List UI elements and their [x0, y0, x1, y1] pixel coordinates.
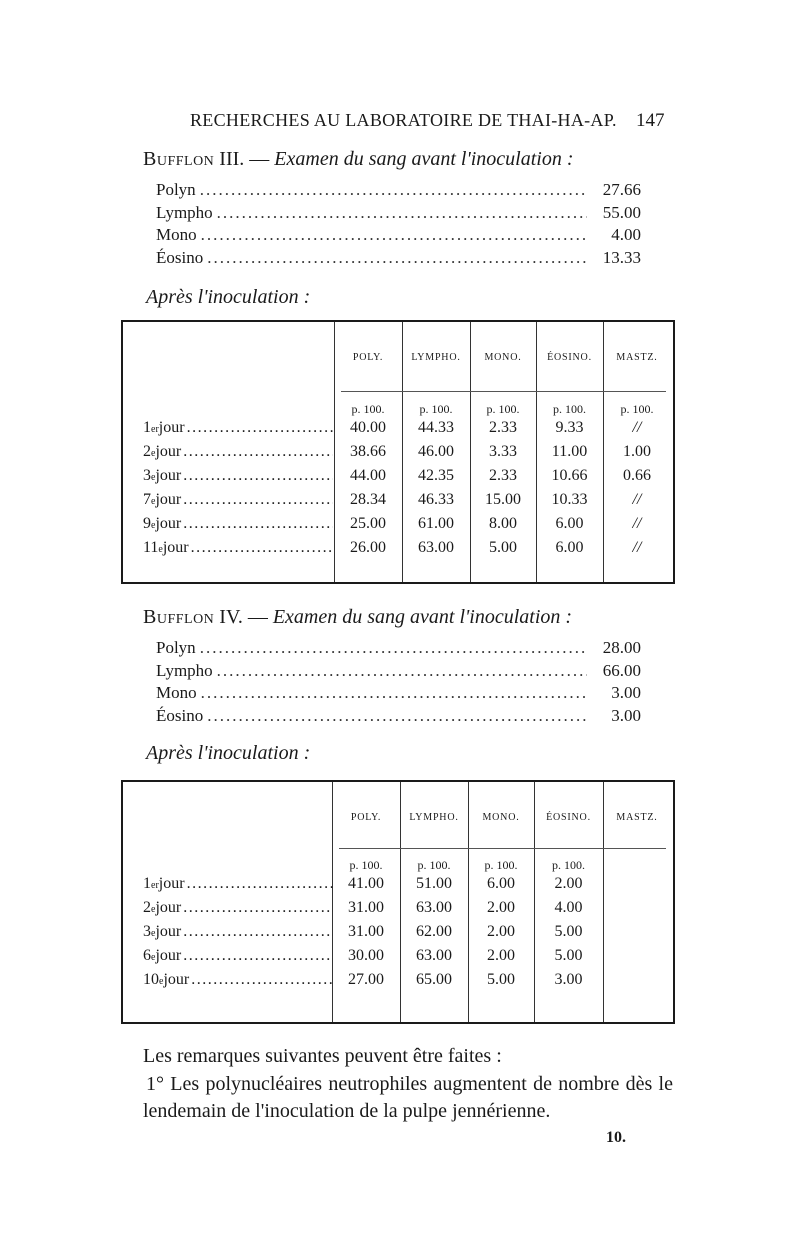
remarks-intro: Les remarques suivantes peuvent être faites :	[143, 1045, 502, 1067]
table-cell: 6.00	[555, 539, 584, 556]
table-cell: 10.66	[551, 467, 588, 484]
col-header-eosino: ÉOSINO.	[546, 812, 591, 823]
signature-mark: 10.	[606, 1129, 626, 1146]
exam-title: Examen du sang avant l'inoculation :	[274, 148, 574, 170]
pre-value: 27.66	[602, 180, 641, 199]
table-cell: 1.00	[623, 443, 651, 460]
pre-value: 3.00	[611, 705, 641, 725]
animal-name: Bufflon	[143, 148, 215, 170]
pre-value: 55.00	[602, 202, 641, 222]
table-cell: 44.00	[350, 467, 386, 484]
table-cell: 2.00	[487, 899, 515, 916]
page-number: 147	[636, 110, 665, 131]
col-header-eosino: ÉOSINO.	[547, 352, 592, 363]
apres-heading-4: Après l'inoculation :	[146, 742, 311, 764]
table-cell: 27.00	[348, 971, 384, 988]
em-dash: —	[249, 148, 270, 170]
row-label: 3 e jour .....	[143, 467, 333, 485]
pre-label: Mono	[156, 683, 197, 702]
table-cell: 15.00	[485, 491, 521, 508]
table-cell: 2.00	[487, 947, 515, 964]
pre-label: Éosino	[156, 247, 204, 267]
row-label: 2 e jour .....	[143, 899, 333, 917]
pre-value: 4.00	[611, 225, 641, 244]
exam-title: Examen du sang avant l'inoculation :	[272, 606, 573, 628]
table-cell: //	[632, 539, 642, 556]
pre-label: Polyn	[156, 180, 196, 199]
table-cell: 2.33	[489, 467, 517, 484]
pre-row	[156, 638, 641, 661]
col-header-mastz: MASTZ.	[616, 812, 658, 823]
table-cell: 3.00	[554, 971, 583, 988]
table-cell: 30.00	[348, 947, 384, 964]
table-cell: //	[632, 491, 642, 508]
table-cell: 28.34	[350, 491, 386, 508]
table-cell: 2.00	[554, 875, 583, 892]
table-cell: 41.00	[348, 875, 384, 892]
em-dash: —	[247, 606, 268, 628]
table-cell: 38.66	[350, 443, 386, 460]
table-cell: 8.00	[489, 515, 517, 532]
pre-value: 3.00	[611, 683, 641, 702]
pre-row	[156, 225, 641, 248]
table-cell: 46.33	[418, 491, 454, 508]
pre-value: 13.33	[602, 247, 641, 267]
pre-value: 66.00	[602, 660, 641, 680]
table-cell: 5.00	[487, 971, 515, 988]
remarks-point-1: 1° Les polynucléaires neutrophiles augmentent de nombre dès le lendemain de l'inoculation de la pulpe jennérienne.	[143, 1073, 673, 1122]
col-header-lympho: LYMPHO.	[409, 812, 459, 823]
table-cell: 6.00	[555, 515, 584, 532]
table-cell: 5.00	[554, 923, 583, 940]
col-header-mastz: MASTZ.	[616, 352, 658, 363]
row-label: 2 e jour .....	[143, 443, 333, 461]
table-cell: 9.33	[555, 419, 584, 436]
table-cell: 46.00	[418, 443, 454, 460]
animal-number: IV.	[219, 606, 243, 628]
col-header-poly: POLY.	[352, 352, 384, 363]
col-header-lympho: LYMPHO.	[411, 352, 461, 363]
table-cell: 4.00	[554, 899, 583, 916]
pre-row	[156, 683, 641, 706]
unit-label: p. 100.	[351, 402, 385, 416]
pre-row	[156, 180, 641, 203]
unit-label: p. 100.	[553, 402, 586, 416]
table-cell: 31.00	[348, 923, 384, 940]
table-cell: 25.00	[350, 515, 386, 532]
row-label: 9 e jour .....	[143, 515, 333, 533]
table-cell: 63.00	[416, 947, 452, 964]
section-heading-bufflon-4	[143, 606, 572, 629]
table-cell: 51.00	[416, 875, 452, 892]
row-label: 7 e jour .....	[143, 491, 333, 509]
table-cell: //	[632, 515, 642, 532]
table-cell: 6.00	[487, 875, 515, 892]
pre-label: Éosino	[156, 705, 204, 725]
pre-value: 28.00	[602, 638, 641, 657]
pre-inoculation-list-4	[156, 638, 641, 728]
table-cell: 40.00	[350, 419, 386, 436]
unit-label: p. 100.	[484, 858, 518, 872]
col-header-mono: MONO.	[482, 812, 520, 823]
row-label: 3 e jour .....	[143, 923, 333, 941]
pre-row	[156, 706, 641, 729]
pre-label: Polyn	[156, 638, 196, 657]
row-label: 10 e jour .....	[143, 971, 333, 989]
unit-label: p. 100.	[486, 402, 520, 416]
unit-label: p. 100.	[417, 858, 451, 872]
table-cell: 5.00	[554, 947, 583, 964]
table-cell: 5.00	[489, 539, 517, 556]
table-cell: 62.00	[416, 923, 452, 940]
table-cell: //	[632, 419, 642, 436]
unit-label: p. 100.	[552, 858, 585, 872]
table-cell: 31.00	[348, 899, 384, 916]
table-cell: 2.33	[489, 419, 517, 436]
results-table-3	[121, 320, 675, 584]
table-cell: 65.00	[416, 971, 452, 988]
unit-label: p. 100.	[620, 402, 654, 416]
row-label: 6 e jour .....	[143, 947, 333, 965]
table-cell: 26.00	[350, 539, 386, 556]
unit-label: p. 100.	[349, 858, 383, 872]
pre-row	[156, 203, 641, 226]
table-cell: 61.00	[418, 515, 454, 532]
animal-number: III.	[219, 148, 245, 170]
row-label: 1 er jour .....	[143, 875, 333, 893]
animal-name: Bufflon	[143, 606, 215, 628]
apres-heading-3: Après l'inoculation :	[146, 286, 311, 308]
col-header-poly: POLY.	[350, 812, 382, 823]
running-head: RECHERCHES AU LABORATOIRE DE THAI-HA-AP.	[190, 110, 617, 130]
row-label: 1 er jour .....	[143, 419, 333, 437]
unit-label: p. 100.	[419, 402, 453, 416]
table-cell: 3.33	[489, 443, 517, 460]
table-cell: 10.33	[551, 491, 588, 508]
table-cell: 63.00	[418, 539, 454, 556]
pre-label: Lympho	[156, 202, 213, 222]
section-heading-bufflon-3	[143, 148, 574, 171]
table-cell: 42.35	[418, 467, 454, 484]
col-header-mono: MONO.	[484, 352, 522, 363]
table-cell: 44.33	[418, 419, 454, 436]
results-table-4	[121, 780, 675, 1024]
pre-label: Mono	[156, 225, 197, 244]
table-cell: 63.00	[416, 899, 452, 916]
pre-row	[156, 661, 641, 684]
table-cell: 2.00	[487, 923, 515, 940]
table-cell: 0.66	[623, 467, 651, 484]
table-cell: 11.00	[551, 443, 588, 460]
pre-label: Lympho	[156, 660, 213, 680]
pre-row	[156, 248, 641, 271]
row-label: 11 e jour .....	[143, 539, 333, 557]
pre-inoculation-list-3	[156, 180, 641, 270]
